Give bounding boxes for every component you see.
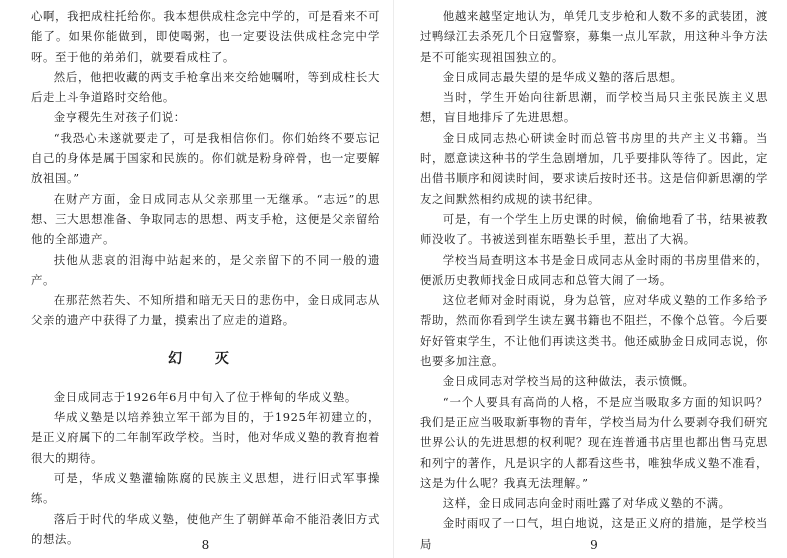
paragraph: 扶他从悲哀的泪海中站起来的，是父亲留下的不同一般的遗产。 — [31, 252, 380, 287]
paragraph: 金时雨叹了一口气，坦白地说，这是正义府的措施，是学校当局 — [420, 516, 768, 551]
page-number: 9 — [590, 538, 598, 552]
left-page-body-top — [31, 6, 380, 331]
paragraph: 这样，金日成同志向金时雨吐露了对华成义塾的不满。 — [442, 496, 731, 511]
paragraph: 当时，学生开始向往新思潮，而学校当局只主张民族主义思想，盲目地排斥了先进思想。 — [420, 90, 768, 125]
page-number: 8 — [201, 538, 210, 552]
paragraph: 在财产方面，金日成同志从父亲那里一无继承。“志远”的思想、三大思想准备、争取同志的思想、两支手枪，这便是父亲留给他的全部遗产。 — [31, 191, 380, 247]
quote-paragraph: “一个人要具有高尚的人格，不是应当吸取多方面的知识吗？我们是正应当吸取新事物的青年，学校当局为什么要剥夺我们研究世界公认的先进思想的权利呢？现在连普通书店里也都出售马克思和列宁的著作，凡是识字的人都看这些书，唯独华成义塾不准看，这是为什么呢？我真无法理解。” — [420, 394, 768, 490]
paragraph: 在那茫然若失、不知所措和暗无天日的悲伤中，金日成同志从父亲的遗产中获得了力量，摸索出了应走的道路。 — [31, 293, 380, 328]
quote-paragraph: “我恐心未遂就要走了，可是我相信你们。你们始终不要忘记自己的身体是属于国家和民族的。你们就是粉身碎骨，也一定要解放祖国。” — [31, 130, 380, 186]
paragraph: 然后，他把收藏的两支手枪拿出来交给她嘱咐，等到成柱长大后走上斗争道路时交给他。 — [31, 69, 380, 105]
paragraph: 可是，有一个学生上历史课的时候，偷偷地看了书，结果被教师没收了。书被送到崔东晤塾长手里，惹出了大祸。 — [420, 211, 768, 247]
paragraph: 他越来越坚定地认为，单凭几支步枪和人数不多的武装团，渡过鸭绿江去杀死几个日寇警察，募集一点儿军款，用这种斗争方法是不可能实现祖国独立的。 — [420, 9, 768, 64]
paragraph: 金日成同志于1926年6月中旬入了位于桦甸的华成义塾。 — [53, 389, 357, 404]
paragraph: 金日成同志对学校当局的这种做法，表示愤慨。 — [442, 374, 695, 389]
paragraph: 落后于时代的华成义塾，使他产生了朝鲜革命不能沿袭旧方式的想法。 — [31, 511, 380, 546]
paragraph: 华成义塾是以培养独立军干部为目的，于1925年初建立的，是正义府属下的二年制军政学校。当时，他对华成义塾的教育抱着很大的期待。 — [31, 410, 380, 465]
paragraph: 金日成同志最失望的是华成义塾的落后思想。 — [442, 69, 683, 84]
paragraph: 可是，华成义塾灌输陈腐的民族主义思想，进行旧式军事操练。 — [31, 470, 380, 506]
paragraph: 心啊，我把成柱托给你。我本想供成柱念完中学的，可是看来不可能了。如果你能做到，即使喝粥，也一定要设法供成柱念完中学呀。至于他的弟弟们，就要看成柱了。 — [31, 9, 380, 64]
paragraph: 学校当局查明这本书是金日成同志从金时雨的书房里借来的，便派历史教师找金日成同志和总管大闹了一场。 — [420, 252, 768, 287]
paragraph: 金日成同志热心研读金时而总管书房里的共产主义书籍。当时，愿意读这种书的学生急剧增加，几乎要排队等待了。因此，定出借书顺序和阅读时间，要求读后按时还书。这是信仰新思潮的学友之间默然相约成规的读书纪律。 — [420, 130, 768, 206]
right-page — [394, 0, 787, 558]
section-title: 幻 灭 — [168, 350, 243, 367]
paragraph: 这位老师对金时雨说，身为总管，应对华成义塾的工作多给予帮助，然而你看到学生读左翼书籍也不阻拦，不像个总管。今后要好好管束学生，不让他们再读这类书。他还威胁金日成同志说，你也要多加注意。 — [420, 293, 768, 369]
paragraph: 金亨稷先生对孩子们说： — [53, 110, 186, 125]
right-page-body — [420, 6, 768, 554]
left-page-body-bottom — [31, 387, 380, 549]
